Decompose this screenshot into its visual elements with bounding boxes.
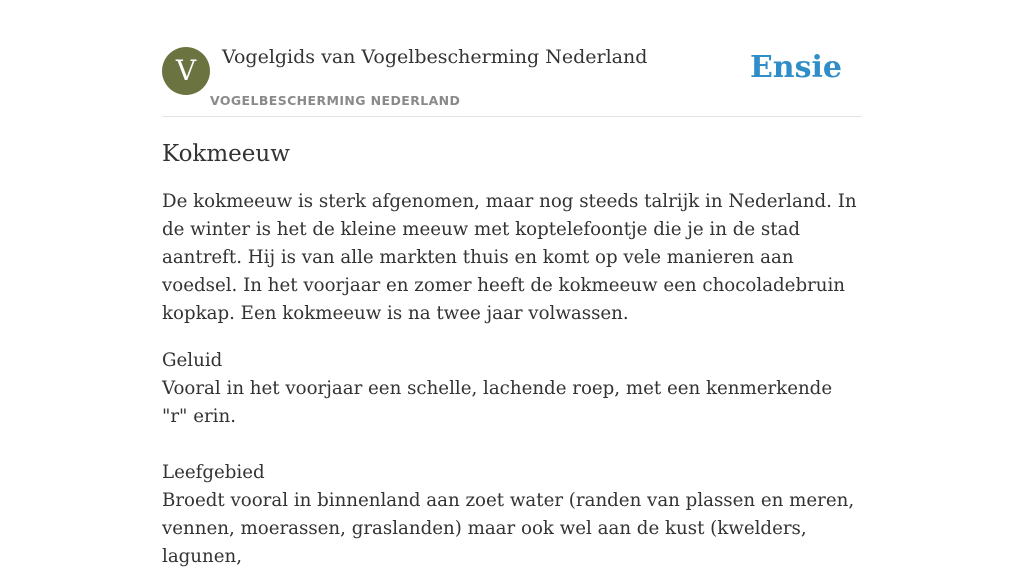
section-heading: Geluid (162, 350, 223, 371)
entry-content (162, 138, 862, 571)
source-header (162, 0, 862, 117)
entry-intro: De kokmeeuw is sterk afgenomen, maar nog steeds talrijk in Nederland. In de winter is het de kleine meeuw met koptelefoontje die je in de stad aantreft. Hij is van alle markten thuis en komt op vele manieren aan voedsel. In het voorjaar en zomer heeft de kokmeeuw een chocoladebruin kopkap. Een kokmeeuw is na twee jaar volwassen. (162, 191, 857, 324)
source-avatar[interactable]: V (162, 47, 210, 95)
entry-title: Kokmeeuw (162, 141, 290, 167)
section-heading: Leefgebied (162, 462, 265, 483)
section-body: Vooral in het voorjaar een schelle, lachende roep, met een kenmerkende "r" erin. (162, 378, 833, 427)
section-geluid (162, 347, 862, 431)
section-leefgebied (162, 459, 862, 571)
ensie-logo[interactable]: Ensie (749, 50, 842, 85)
publisher-name[interactable]: VOGELBESCHERMING NEDERLAND (210, 93, 461, 108)
source-title-link[interactable]: Vogelgids van Vogelbescherming Nederland (222, 46, 648, 68)
section-body: Broedt vooral in binnenland aan zoet water (randen van plassen en meren, vennen, moerassen, graslanden) maar ook wel aan de kust (kwelders, lagunen, (162, 490, 855, 567)
